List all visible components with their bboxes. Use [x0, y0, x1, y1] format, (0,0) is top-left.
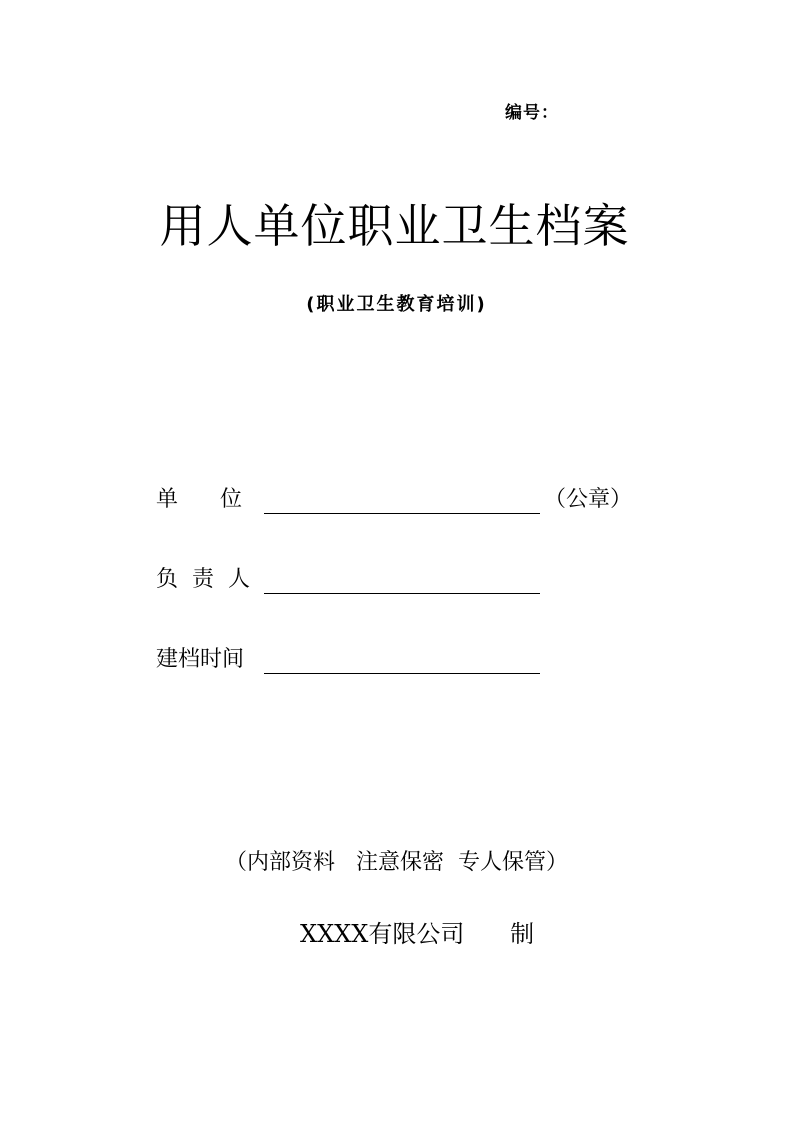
confidential-notice: （内部资料 注意保密 专人保管） [225, 850, 568, 875]
field-filing-date-label: 建档时间 [156, 647, 245, 672]
field-responsible-person-blank [264, 593, 540, 594]
field-unit-label: 单 位 [156, 487, 242, 512]
doc-number-label: 编号： [505, 103, 559, 123]
issuer-line [300, 914, 534, 949]
field-responsible-person [156, 566, 656, 600]
field-unit-blank [264, 513, 540, 514]
company-suffix: 有限公司 [368, 920, 465, 948]
field-filing-date-blank [264, 673, 540, 674]
made-by-label: 制 [510, 920, 535, 948]
field-unit-seal-note: （公章） [544, 487, 633, 512]
company-name: XXXX [300, 920, 369, 948]
field-unit [156, 486, 656, 520]
field-responsible-person-label: 负 责 人 [156, 567, 250, 592]
page-title: 用人单位职业卫生档案 [159, 199, 630, 253]
page-subtitle: (职业卫生教育培训) [306, 294, 487, 315]
field-filing-date [156, 646, 656, 680]
